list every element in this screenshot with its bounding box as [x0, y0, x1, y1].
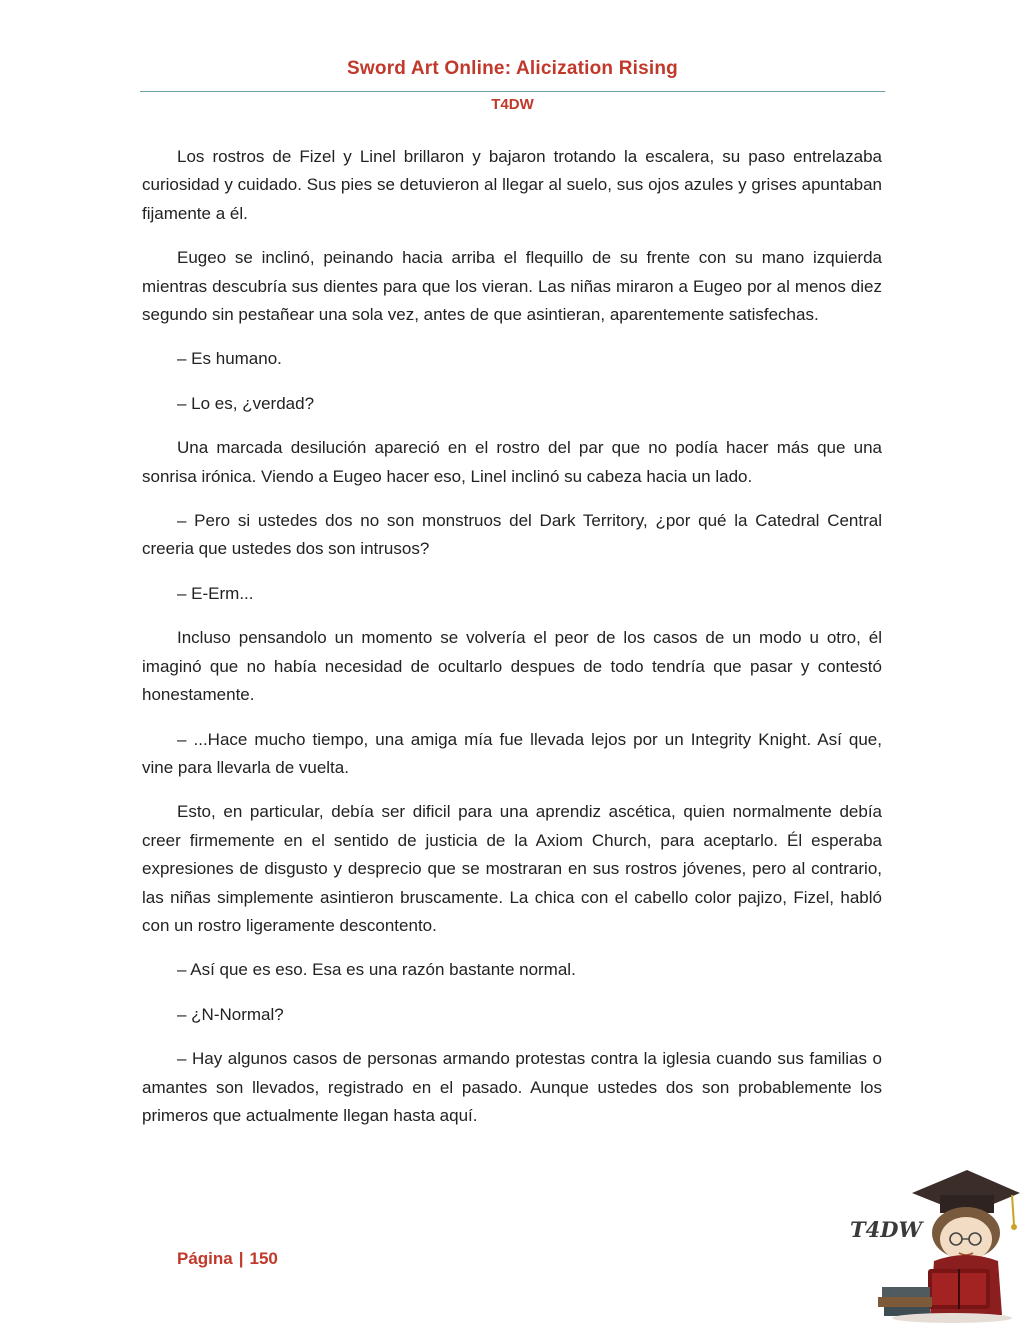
dialogue-line: – E-Erm... [177, 583, 254, 603]
dialogue-line: – Lo es, ¿verdad? [177, 393, 315, 413]
dialogue-line: – Así que es eso. Esa es una razón bastante normal. [177, 960, 576, 980]
page-label: Página [177, 1249, 233, 1268]
paragraph: Incluso pensandolo un momento se volvería el peor de los casos de un modo u otro, él imaginó que no había necesidad de ocultarlo despues de todo tendría que pasar y contestó honestamente. [142, 628, 882, 705]
dialogue-line: – ...Hace mucho tiempo, una amiga mía fue llevada lejos por un Integrity Knight. Así que, vine para llevarla de vuelta. [142, 729, 882, 777]
mascot-illustration [842, 1165, 1022, 1325]
footer-separator: | [238, 1249, 244, 1268]
page-number: 150 [249, 1249, 278, 1268]
dialogue-line: – Hay algunos casos de personas armando protestas contra la iglesia cuando sus familias o amantes son llevados, registrado en el pasado. Aunque ustedes dos son probablemente los primeros que actualmente llegan hasta aquí. [142, 1049, 882, 1125]
page-body [142, 143, 882, 1146]
header-divider [140, 91, 885, 92]
paragraph: Los rostros de Fizel y Linel brillaron y bajaron trotando la escalera, su paso entrelazaba curiosidad y cuidado. Sus pies se detuvieron al llegar al suelo, sus ojos azules y grises apuntaban fijamente a él. [142, 147, 882, 223]
dialogue-line: – Es humano. [177, 349, 282, 369]
dialogue-line: – ¿N-Normal? [177, 1004, 284, 1024]
translation-group-name: T4DW [491, 96, 534, 113]
page-header [140, 58, 885, 80]
paragraph: Una marcada desilución apareció en el rostro del par que no podía hacer más que una sonrisa irónica. Viendo a Eugeo hacer eso, Linel inclinó su cabeza hacia un lado. [142, 438, 882, 486]
paragraph: Esto, en particular, debía ser dificil para una aprendiz ascética, quien normalmente debía creer firmemente en el sentido de justicia de la Axiom Church, para aceptarlo. Él esperaba expresiones de disgusto y desprecio que se mostraran en sus rostros jóvenes, pero al contrario, las niñas simplemente asintieron bruscamente. La chica con el cabello color pajizo, Fizel, habló con un rostro ligeramente descontento. [142, 802, 882, 935]
page-number-footer [177, 1249, 278, 1269]
reading-mascot-icon [842, 1165, 1022, 1325]
book-title: Sword Art Online: Alicization Rising [347, 58, 678, 79]
paragraph: Eugeo se inclinó, peinando hacia arriba el flequillo de su frente con su mano izquierda mientras descubría sus dientes para que los vieran. Las niñas miraron a Eugeo por al menos diez segundo sin pestañear una sola vez, antes de que asintieran, aparentemente satisfechas. [142, 248, 882, 325]
dialogue-line: – Pero si ustedes dos no son monstruos del Dark Territory, ¿por qué la Catedral Central creeria que ustedes dos son intrusos? [142, 511, 882, 559]
t4dw-logo-text: T4DW [850, 1217, 923, 1242]
